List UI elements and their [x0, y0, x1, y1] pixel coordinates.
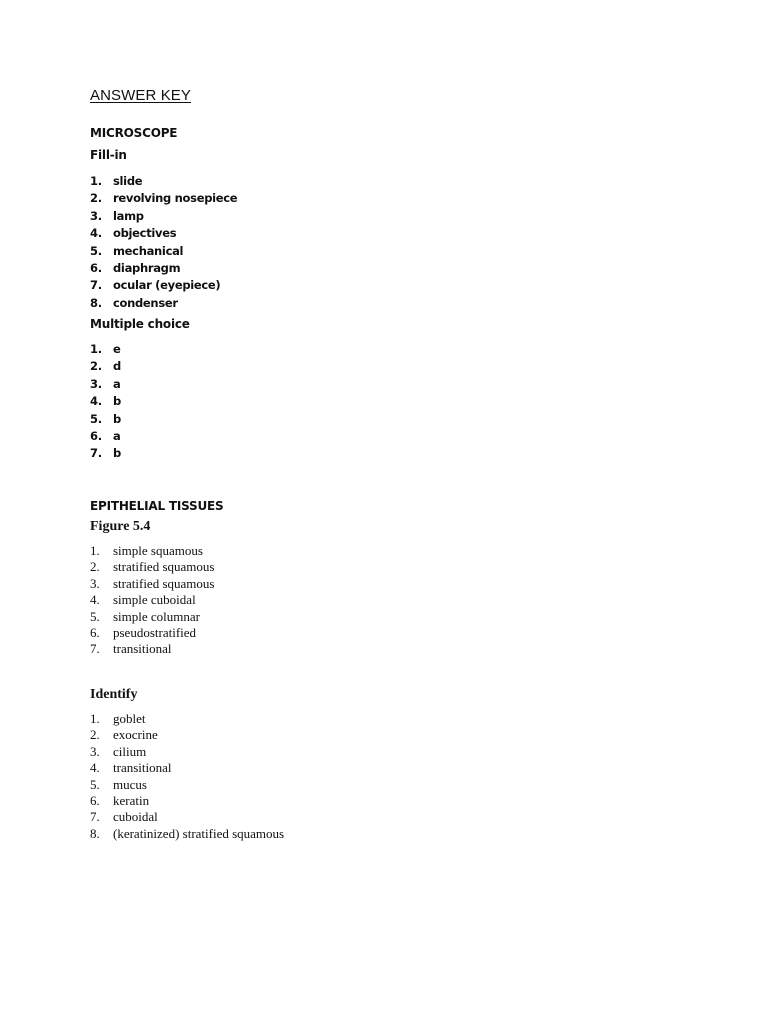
item-number: 2. — [90, 727, 100, 743]
item-answer: keratin — [113, 792, 150, 808]
item-number: 3. — [90, 575, 100, 591]
item-answer: stratified squamous — [113, 559, 215, 575]
item-answer: goblet — [113, 711, 146, 726]
subheading-multiple-choice: Multiple choice — [90, 317, 190, 331]
item-number: 7. — [90, 446, 102, 461]
item-number: 1. — [90, 543, 100, 558]
item-number: 5. — [90, 776, 100, 792]
item-answer: (keratinized) stratified squamous — [113, 825, 285, 841]
item-number: 7. — [90, 278, 102, 293]
item-answer: b — [113, 446, 121, 461]
item-number: 2. — [90, 191, 102, 206]
item-number: 6. — [90, 260, 102, 275]
item-answer: e — [113, 342, 121, 356]
item-number: 6. — [90, 428, 102, 443]
item-answer: slide — [113, 174, 143, 188]
item-answer: lamp — [113, 208, 144, 223]
item-answer: a — [113, 428, 121, 443]
item-answer: transitional — [113, 760, 172, 776]
item-answer: b — [113, 411, 121, 426]
item-number: 8. — [90, 825, 100, 841]
item-number: 3. — [90, 376, 102, 391]
item-answer: exocrine — [113, 727, 158, 743]
item-answer: simple columnar — [113, 608, 201, 624]
item-answer: stratified squamous — [113, 575, 215, 591]
item-answer: transitional — [113, 641, 172, 657]
item-number: 5. — [90, 411, 102, 426]
item-number: 3. — [90, 208, 102, 223]
item-answer: condenser — [113, 295, 178, 310]
item-answer: pseudostratified — [113, 624, 197, 640]
item-answer: mucus — [113, 776, 147, 792]
page-title: ANSWER KEY — [90, 87, 192, 104]
item-number: 3. — [90, 743, 100, 759]
item-number: 1. — [90, 174, 102, 188]
item-number: 2. — [90, 559, 100, 575]
subheading-figure: Figure 5.4 — [90, 519, 151, 534]
item-answer: mechanical — [113, 243, 184, 258]
item-answer: ocular (eyepiece) — [113, 278, 221, 293]
item-number: 5. — [90, 243, 102, 258]
item-answer: diaphragm — [113, 260, 181, 275]
item-answer: a — [113, 376, 121, 391]
item-number: 4. — [90, 592, 100, 608]
item-answer: simple squamous — [113, 543, 203, 558]
item-answer: simple cuboidal — [113, 592, 196, 608]
item-number: 4. — [90, 394, 102, 409]
item-number: 5. — [90, 608, 100, 624]
item-answer: revolving nosepiece — [113, 191, 238, 206]
subheading-identify: Identify — [90, 687, 138, 702]
item-number: 6. — [90, 624, 100, 640]
section-heading-microscope: MICROSCOPE — [90, 126, 178, 140]
subheading-fill-in: Fill-in — [90, 148, 127, 162]
item-number: 2. — [90, 359, 102, 374]
item-answer: cilium — [113, 743, 147, 759]
item-answer: cuboidal — [113, 809, 158, 825]
item-number: 4. — [90, 226, 102, 241]
item-number: 1. — [90, 711, 100, 726]
item-number: 8. — [90, 295, 102, 310]
item-number: 4. — [90, 760, 100, 776]
item-answer: d — [113, 359, 121, 374]
item-number: 1. — [90, 342, 102, 356]
item-number: 6. — [90, 792, 100, 808]
item-number: 7. — [90, 641, 100, 657]
item-answer: objectives — [113, 226, 177, 241]
item-number: 7. — [90, 809, 100, 825]
item-answer: b — [113, 394, 121, 409]
section-heading-epithelial-tissues: EPITHELIAL TISSUES — [90, 499, 224, 513]
